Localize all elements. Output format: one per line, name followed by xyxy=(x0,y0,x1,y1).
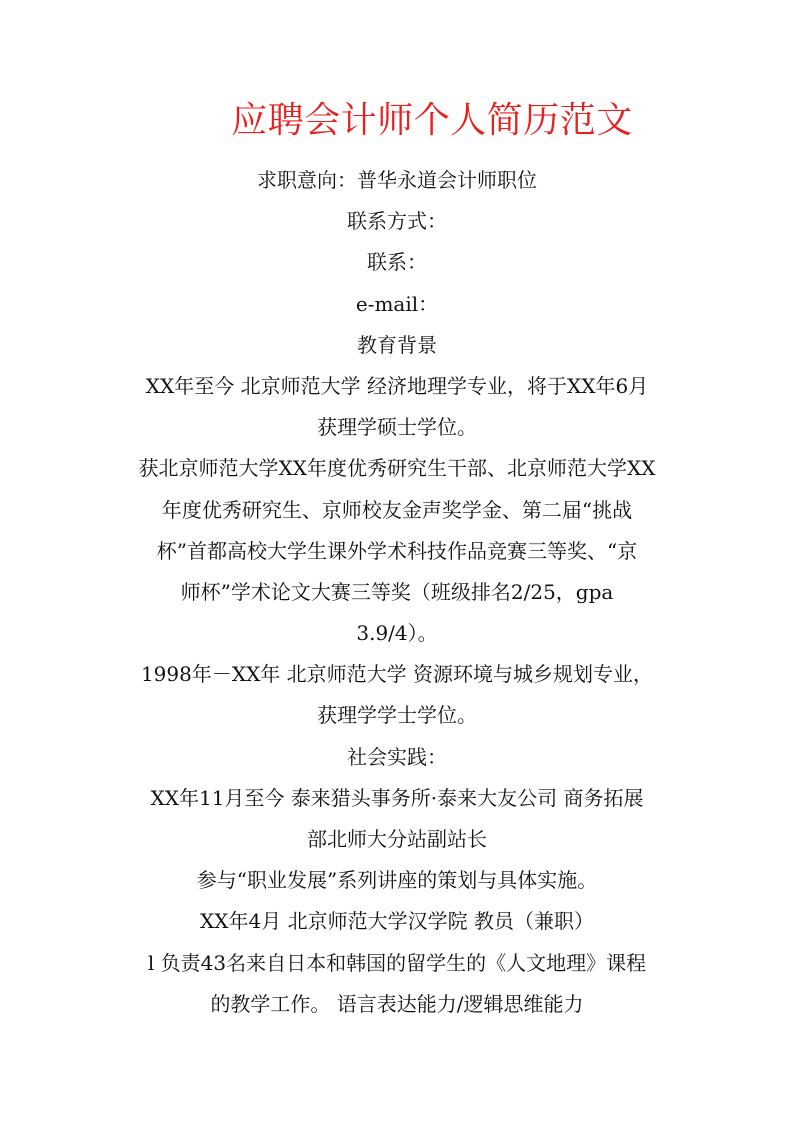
practice-line: XX年11月至今 泰来猎头事务所·泰来大友公司 商务拓展 xyxy=(150,785,644,810)
education-line: XX年至今 北京师范大学 经济地理学专业，将于XX年6月 xyxy=(145,373,649,398)
practice-line: 参与“职业发展”系列讲座的策划与具体实施。 xyxy=(196,868,598,893)
contact-line: 联系： xyxy=(367,250,427,275)
resume-body xyxy=(90,160,704,1025)
awards-line: 获北京师范大学XX年度优秀研究生干部、北京师范大学XX xyxy=(138,456,656,481)
practice-line: l 负责43名来自日本和韩国的留学生的《人文地理》课程 xyxy=(147,950,647,975)
awards-line: 杯”首都高校大学生课外学术科技作品竞赛三等奖、“京 xyxy=(156,538,638,563)
contact-heading: 联系方式： xyxy=(347,209,447,234)
awards-line: 师杯”学术论文大赛三等奖（班级排名2/25，gpa xyxy=(180,579,614,604)
education-heading: 教育背景 xyxy=(357,332,437,357)
practice-line: XX年4月 北京师范大学汉学院 教员（兼职） xyxy=(200,909,594,934)
document-title: 应聘会计师个人简历范文 xyxy=(231,100,633,141)
education-line: 获理学硕士学位。 xyxy=(317,415,477,440)
job-objective-line: 求职意向：普华永道会计师职位 xyxy=(257,168,537,192)
awards-line: 3.9/4）。 xyxy=(356,621,438,646)
practice-heading: 社会实践： xyxy=(347,744,447,769)
education-line: 获理学学士学位。 xyxy=(317,703,477,728)
email-line: e-mail： xyxy=(355,291,439,316)
education-line: 1998年－XX年 北京师范大学 资源环境与城乡规划专业， xyxy=(140,662,654,687)
awards-line: 年度优秀研究生、京师校友金声奖学金、第二届“挑战 xyxy=(161,497,633,522)
practice-line: 的教学工作。 语言表达能力/逻辑思维能力 xyxy=(210,991,584,1016)
practice-line: 部北师大分站副站长 xyxy=(307,827,487,851)
